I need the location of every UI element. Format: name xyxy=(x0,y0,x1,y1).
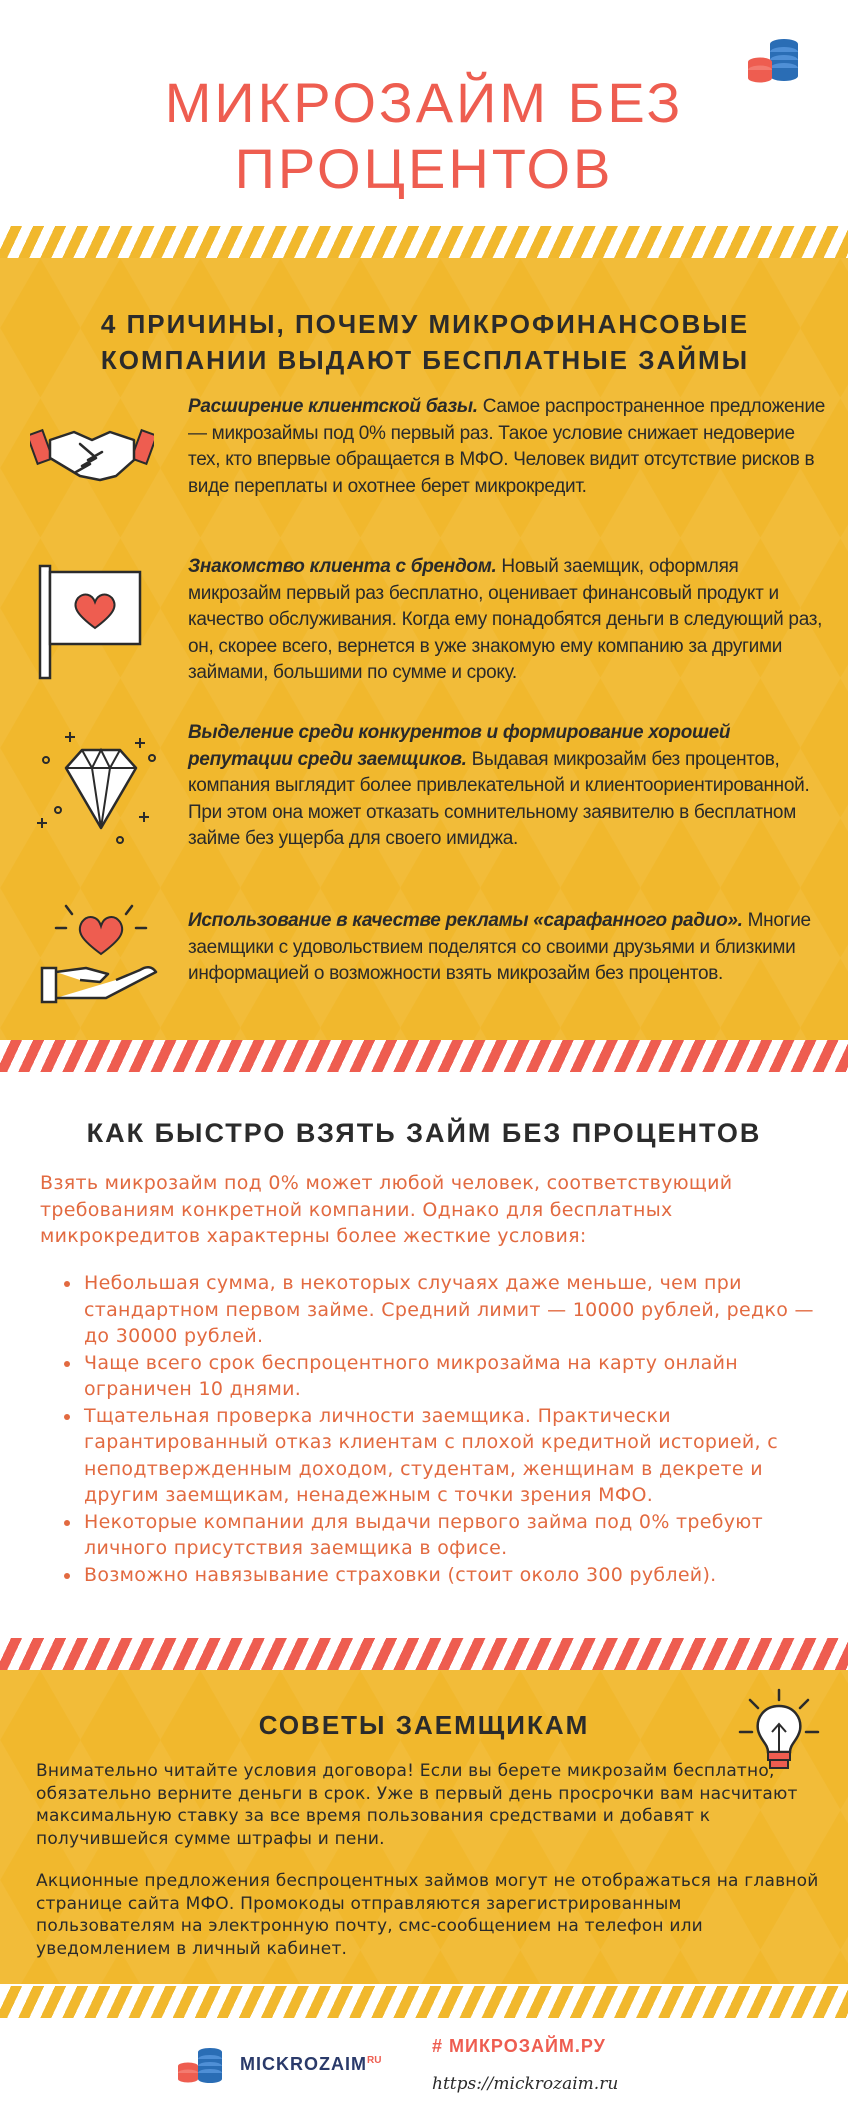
page-title-line-2: ПРОЦЕНТОВ xyxy=(234,137,614,200)
hashtag: # МИКРОЗАЙМ.РУ xyxy=(432,2036,606,2056)
coins-stack-icon xyxy=(176,2046,228,2086)
tips-heading: СОВЕТЫ ЗАЕМЩИКАМ xyxy=(258,1710,590,1740)
reasons-heading xyxy=(40,306,810,378)
reason-body: Самое распространенное предложение — микрозаймы под 0% первый раз. Такое условие снижает недоверие тех, кто впервые обращается в МФО. Человек видит отсутствие рисков в виде переплаты и охотнее берет микрокредит. xyxy=(188,396,826,497)
tips-paragraph: Акционные предложения беспроцентных займов могут не отображаться на главной странице сайта МФО. Промокоды отправляются зарегистрированным пользователям на электронную почту, смс-сообщением на телефон или уведомлением в личный кабинет. xyxy=(36,1871,819,1959)
reason-body-extra: При этом она может отказать сомнительному заявителю в бесплатном займе без ущерба для своего имиджа. xyxy=(188,801,796,849)
list-item: Возможно навязывание страховки (стоит около 300 рублей). xyxy=(60,1562,830,1589)
list-item: Тщательная проверка личности заемщика. Практически гарантированный отказ клиентам с плохой кредитной историей, с неподтвержденным доходом, студентам, женщинам в декрете и другим заемщикам, ненадежным с точки зрения МФО. xyxy=(60,1403,830,1509)
page-title xyxy=(0,70,848,202)
stripe-divider xyxy=(0,1040,848,1072)
stripe-divider xyxy=(0,1638,848,1670)
reasons-heading-line-2: КОМПАНИИ ВЫДАЮТ БЕСПЛАТНЫЕ ЗАЙМЫ xyxy=(100,345,750,375)
reason-text xyxy=(188,720,826,853)
site-url[interactable]: https://mickrozaim.ru xyxy=(432,2074,619,2094)
heart-in-hand-icon xyxy=(36,898,166,1008)
brand-logo-text xyxy=(240,2054,381,2075)
stripe-divider xyxy=(0,226,848,258)
list-item: Небольшая сумма, в некоторых случаях даже меньше, чем при стандартном первом займе. Средний лимит — 10000 рублей, редко — до 30000 рублей. xyxy=(60,1270,830,1350)
heart-flag-icon xyxy=(36,562,148,682)
handshake-icon xyxy=(30,410,154,490)
tips-section xyxy=(0,1670,848,1984)
stripe-divider xyxy=(0,1986,848,2018)
reason-text xyxy=(188,554,826,687)
how-heading: КАК БЫСТРО ВЗЯТЬ ЗАЙМ БЕЗ ПРОЦЕНТОВ xyxy=(86,1118,762,1148)
reason-title: Выделение среди конкурентов и формирование хорошей репутации среди заемщиков. xyxy=(188,722,731,770)
reason-body: Многие заемщики с удовольствием поделятся со своими друзьями и близкими информацией о возможности взять микрозайм без процентов. xyxy=(188,910,811,984)
reason-text xyxy=(188,394,826,500)
diamond-icon xyxy=(36,724,166,854)
reason-body: Новый заемщик, оформляя микрозайм первый раз бесплатно, оценивает финансовый продукт и качество обслуживания. Когда ему понадобятся деньги в следующий раз, он, скорее всего, вернется в уже знакомую ему компанию за другими займами, большими по сумме и сроку. xyxy=(188,556,823,683)
reason-title: Знакомство клиента с брендом. xyxy=(188,556,497,577)
reason-body: Выдавая микрозайм без процентов, компания выглядит более привлекательной и клиентоориентированной. xyxy=(188,748,810,796)
list-item: Чаще всего срок беспроцентного микрозайма на карту онлайн ограничен 10 днями. xyxy=(60,1350,830,1403)
page-title-line-1: МИКРОЗАЙМ БЕЗ xyxy=(164,71,684,134)
tips-paragraph: Внимательно читайте условия договора! Если вы берете микрозайм бесплатно, обязательно верните деньги в срок. Уже в первый день просрочки вам насчитают максимальную ставку за все время пользования средствами и добавят к получившейся сумме штрафы и пени. xyxy=(36,1761,798,1849)
reasons-heading-line-1: 4 ПРИЧИНЫ, ПОЧЕМУ МИКРОФИНАНСОВЫЕ xyxy=(100,309,750,339)
how-intro: Взять микрозайм под 0% может любой человек, соответствующий требованиям конкретной компании. Однако для бесплатных микрокредитов характерны более жесткие условия: xyxy=(40,1172,733,1247)
conditions-list xyxy=(60,1270,830,1588)
reason-title: Использование в качестве рекламы «сарафанного радио». xyxy=(188,910,743,931)
reason-title: Расширение клиентской базы. xyxy=(188,396,478,417)
brand-name: MICKROZAIM xyxy=(240,2054,367,2074)
reason-text xyxy=(188,908,826,988)
brand-suffix: RU xyxy=(366,2055,382,2066)
reasons-section xyxy=(0,258,848,1040)
list-item: Некоторые компании для выдачи первого займа под 0% требуют личного присутствия заемщика в офисе. xyxy=(60,1509,830,1562)
